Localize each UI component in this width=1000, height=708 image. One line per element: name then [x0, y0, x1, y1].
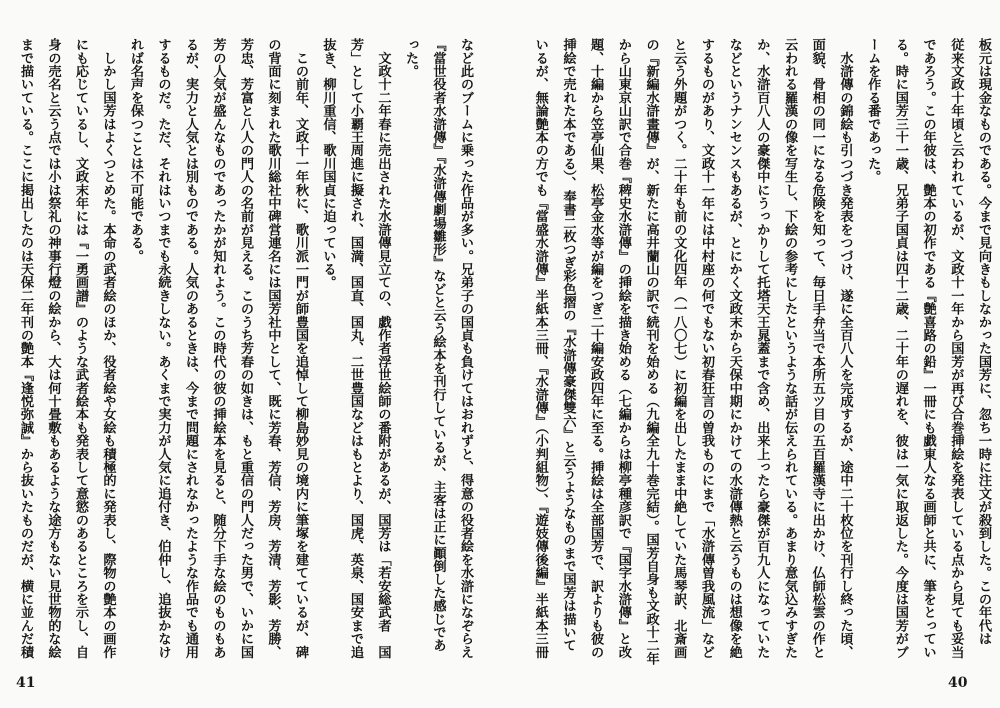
text-column: であろう。この年彼は、艶本の初作である『艶喜路の鉛』一冊にも戯東人なる画師と共に、筆をとってい: [920, 38, 936, 659]
text-column: の背面に刻まれた歌川総社中碑営連名には国芳社中として、既に芳春、芳信、芳房、芳清、芳影、芳勝、: [265, 38, 281, 659]
text-column: の『新編水滸畫傳』が、新たに高井蘭山の訳で続刊を始める（九編全九十巻完結）。国芳自身も文政十二年: [643, 38, 659, 665]
text-column: などというナンセンスもあるが、とにかく文政末から天保中期にかけての水滸傳熱と云うものは想像を絶: [726, 38, 742, 659]
text-column: か、水滸百八人の豪傑中にうっかりして托塔天王晁蓋まで含め、出来上ったら豪傑が百九人になっていた: [754, 38, 770, 659]
text-column: 文政十二年春に売出された水滸傳見立ての、戯作者浮世絵師の番附があるが、国芳は「若安総武者 国: [375, 38, 391, 659]
text-column: まで描いている。ここに掲出したのは天保二年刊の艶本『逢悦弥誠』から抜いたものだが、横に並んだ積: [18, 38, 33, 659]
text-column: 従来文政十年頃と云われているが、文政十一年から国芳が再び合巻挿絵を発表している点から見ても妥当: [948, 38, 964, 659]
text-column: る。時に国芳三十一歳、兄弟子国貞は四十二歳、二十年の遅れを、彼は一気に取返した。今度は国芳がブ: [892, 38, 908, 659]
text-column: ームを作る番であった。: [865, 38, 881, 184]
text-column: るが、実力と人気とは別ものである。人気のあるときは、今まで問題にされなかったような作品でも通用: [183, 38, 198, 659]
page-number-left: 41: [16, 675, 36, 691]
text-column: するものがあり、文政十一年には中村座の何でもない初春狂言の曽我ものにまで「水滸傳曽我風流」など: [698, 38, 714, 659]
text-column: 水滸傳の錦絵も引つづき発表をつづけ、遂に全百八人を完成するが、途中二十枚位を刊行し終った頃、: [837, 38, 853, 659]
text-column: にも応じているし、文政末年には『一勇画譜』のような武者絵本も発表して意慾のあるところを示し、自: [73, 38, 88, 659]
text-column: いるが、無論艶本の方でも『當盛水滸傳』半紙本三冊、『水滸傳』（小判組物）、『遊妓傳後編』半紙本三冊: [532, 38, 548, 659]
text-column: 面貌、骨相の同一になる危険を知って、毎日手弁当で本所五ツ目の五百羅漢寺に出かけ、仏師松雲の作と: [809, 38, 825, 659]
left-page-text: [11, 38, 479, 670]
text-column: 板元は現金なものである。今まで見向きもしなかった国芳に、忽ち一時に注文が殺到した。この年代は: [976, 38, 991, 646]
text-column: 『當世役者水滸傳』『水滸傳劇場雛形』などと云う絵本を刊行しているが、主客は正に顚倒した感じであ: [430, 38, 446, 652]
text-column: 芳」として小覇王周進に擬され、国満、国直、国丸、二世豊国などはもとより、国虎、英泉、国安まで追: [348, 38, 363, 659]
text-column: しかし国芳はよくつとめた。本命の武者絵のほか、役者絵や女絵も積極的に発表し、際物の艶本の画作: [100, 38, 116, 659]
text-column: 芳忠、芳富と八人の門人の名前が見える。このうち芳春の如きは、もと重信の門人だった男で、いかに国: [238, 38, 253, 659]
text-column: から山東京山訳で合巻『稗史水滸傳』の挿絵を描き始める（七編からは柳亭種彦訳で『国字水滸傳』と改: [615, 38, 631, 659]
text-column: この前年、文政十一年秋に、歌川派一門が師豊国を追悼して柳島妙見の境内に筆塚を建てているが、碑: [293, 38, 308, 659]
text-column: 云われる羅漢の像を写生し、下絵の参考にしたというような話が伝えられている。あまり意気込みすぎた: [782, 38, 798, 659]
page-number-right: 40: [948, 675, 968, 691]
text-column: するものだ。ただ、それはいつまでも永続きしない。あくまで実力が人気に追付き、伯仲し、追抜かなけ: [155, 38, 171, 659]
right-page-text: [526, 38, 997, 670]
text-column: と云う外題がつく。二十年も前の文化四年（一八〇七）に初編を出したまま中絶していた馬琴訳、北斎画: [671, 38, 687, 659]
text-column: 芳の人気が盛んなものであったかが知れよう。この時代の彼の挿絵本を見ると、随分下手な絵のものもあ: [210, 38, 226, 659]
text-column: 挿絵で売れた本である）、奉書二枚つぎ彩色摺の『水滸傳豪傑雙六』と云うようなものまで国芳は描いて: [560, 38, 576, 652]
text-column: 題、十編から笠亭仙果、松亭金水等が編をつぎ二十編安政四年に至る。挿絵は全部国芳で、訳よりも彼の: [588, 38, 604, 659]
text-column: など此のブームに乗った作品が多い。兄弟子の国貞も負けてはおれずと、得意の役者絵を水滸になぞらえ: [458, 38, 473, 659]
text-column: 抜き、柳川重信、歌川国貞に迫っている。: [320, 38, 336, 289]
text-column: 身の売名と云う点では小は祭礼の神事行燈の絵から、大は何十畳敷もあるような途方もない見世物的な絵: [45, 38, 61, 659]
text-column: った。: [403, 38, 418, 78]
text-column: れば名声を保つことは不可能である。: [128, 38, 143, 263]
